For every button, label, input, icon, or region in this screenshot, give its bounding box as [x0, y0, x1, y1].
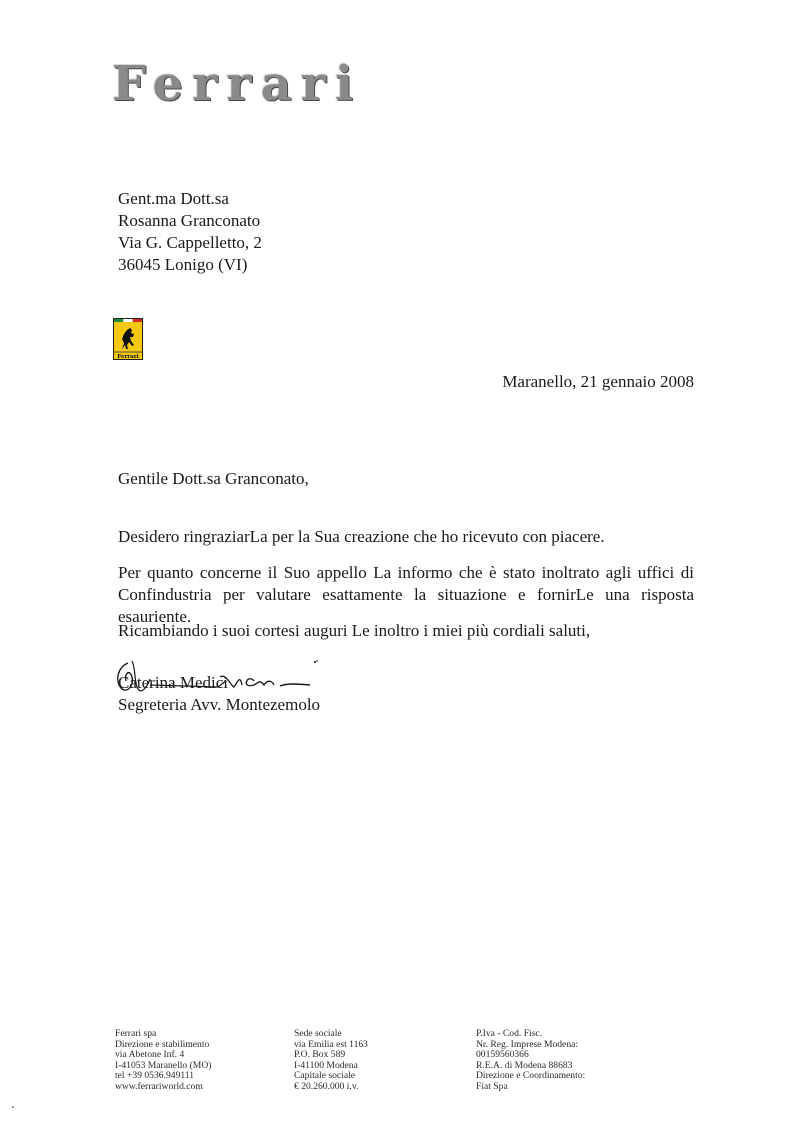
footer-line: Direzione e Coordinamento:: [476, 1070, 586, 1082]
footer-line: P.Iva - Cod. Fisc.: [476, 1028, 543, 1039]
footer-line: Fiat Spa: [476, 1080, 508, 1092]
wordmark-text: Ferrari: [112, 56, 363, 112]
salutation: Gentile Dott.sa Granconato,: [118, 469, 309, 488]
footer-line: via Emilia est 1163: [294, 1038, 368, 1050]
recipient-address: [118, 188, 262, 276]
footer-line: € 20.260.000 i.v.: [294, 1080, 359, 1092]
signer-name: Caterina Medici: [118, 673, 228, 692]
handwritten-signature: [108, 655, 323, 703]
footer-line: P.O. Box 589: [294, 1049, 346, 1061]
letter-date: Maranello, 21 gennaio 2008: [502, 372, 694, 391]
footer-registered-office: [294, 1029, 368, 1093]
signer-role: Segreteria Avv. Montezemolo: [118, 695, 321, 714]
recipient-street: Via G. Cappelletto, 2: [118, 233, 262, 252]
footer-line: 00159560366: [476, 1049, 529, 1061]
footer-line: R.E.A. di Modena 88683: [476, 1059, 573, 1071]
footer-line: Capitale sociale: [294, 1070, 356, 1082]
paragraph-thanks: Desidero ringraziarLa per la Sua creazione che ho ricevuto con piacere.: [118, 527, 605, 546]
footer-line: Ferrari spa: [115, 1028, 157, 1039]
scan-speck: [316, 660, 318, 662]
recipient-city: 36045 Lonigo (VI): [118, 255, 248, 274]
footer-line: Nr. Reg. Imprese Modena:: [476, 1038, 579, 1050]
footer-line: Direzione e stabilimento: [115, 1038, 210, 1050]
recipient-title: Gent.ma Dott.sa: [118, 189, 229, 208]
footer-line: via Abetone Inf. 4: [115, 1049, 185, 1061]
paragraph-closing: Ricambiando i suoi cortesi auguri Le inoltro i miei più cordiali saluti,: [118, 621, 591, 640]
footer-website[interactable]: www.ferrariworld.com: [115, 1080, 203, 1092]
footer-company-info: [115, 1029, 211, 1093]
footer-line: tel +39 0536.949111: [115, 1070, 195, 1082]
footer-line: I-41100 Modena: [294, 1059, 358, 1071]
shield-label: Ferrari: [117, 354, 139, 360]
footer-line: Sede sociale: [294, 1028, 342, 1039]
prancing-horse-shield-icon: [113, 318, 143, 360]
paragraph-appeal: Per quanto concerne il Suo appello La informo che è stato inoltrato agli uffici di Confindustria per valutare esattamente la situazione e fornirLe una risposta esauriente.: [118, 563, 694, 626]
scan-speck: [12, 1106, 14, 1108]
recipient-name: Rosanna Granconato: [118, 211, 261, 230]
footer-registration-info: [476, 1029, 585, 1093]
ferrari-wordmark-logo: [112, 56, 363, 112]
footer-line: I-41053 Maranello (MO): [115, 1059, 212, 1071]
